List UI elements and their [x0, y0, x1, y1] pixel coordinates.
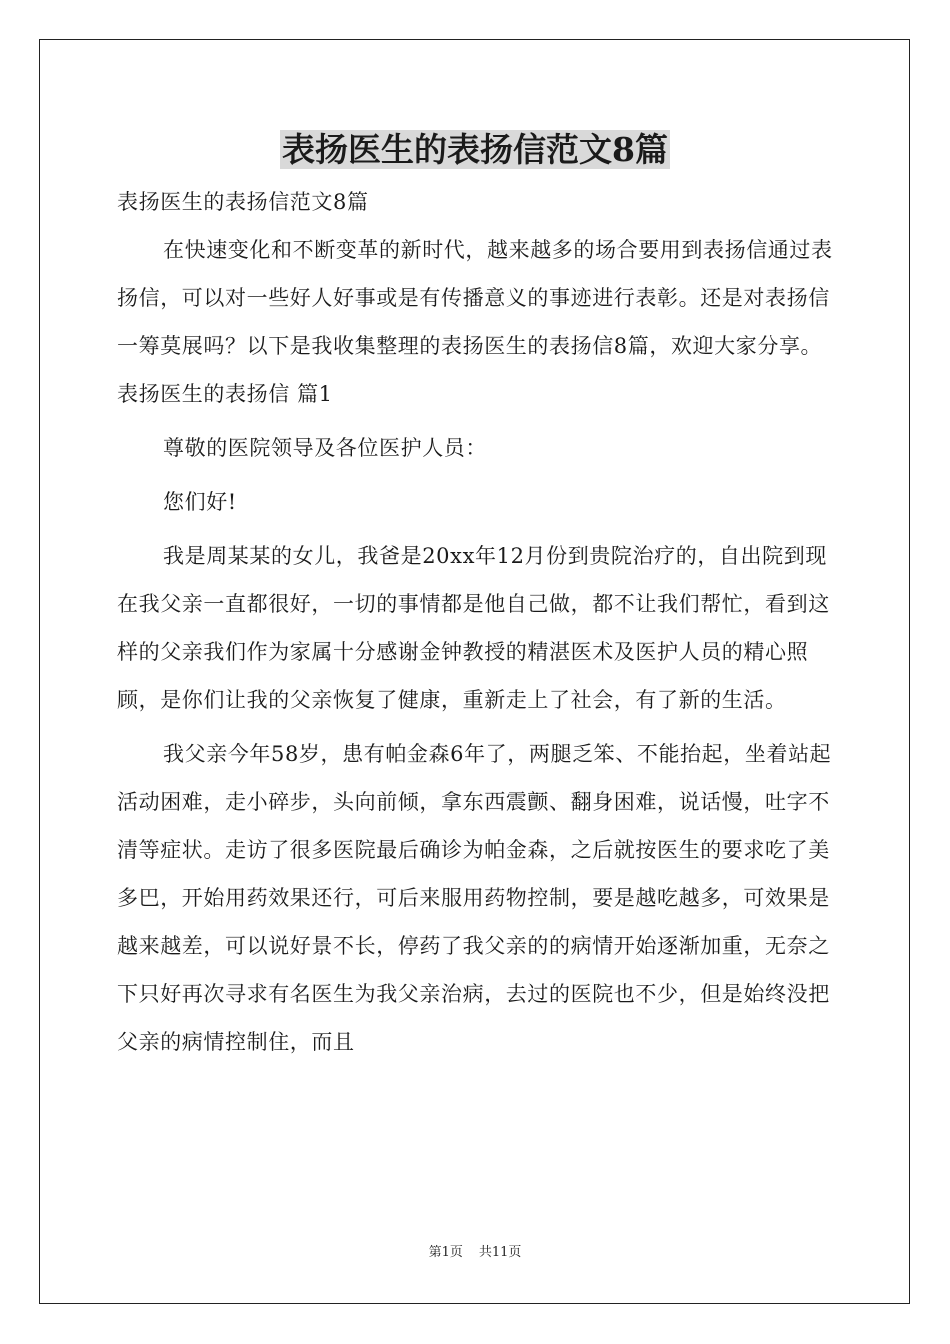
- intro-paragraph: 在快速变化和不断变革的新时代，越来越多的场合要用到表扬信通过表扬信，可以对一些好人好事或是有传播意义的事迹进行表彰。还是对表扬信一筹莫展吗？以下是我收集整理的表扬医生的表扬信8篇，欢迎大家分享。: [117, 238, 833, 358]
- section-heading: 表扬医生的表扬信 篇1: [117, 382, 333, 406]
- greeting: 您们好!: [163, 490, 237, 514]
- document-subtitle: 表扬医生的表扬信范文8篇: [117, 190, 369, 214]
- body-paragraph-1: 我是周某某的女儿，我爸是20xx年12月份到贵院治疗的，自出院到现在我父亲一直都很好，一切的事情都是他自己做，都不让我们帮忙，看到这样的父亲我们作为家属十分感谢金钟教授的精湛医术及医护人员的精心照顾，是你们让我的父亲恢复了健康，重新走上了社会，有了新的生活。: [117, 544, 830, 712]
- document-title-text: 表扬医生的表扬信范文8篇: [282, 130, 668, 169]
- document-title: [0, 128, 950, 172]
- salutation: 尊敬的医院领导及各位医护人员：: [163, 436, 487, 460]
- page-footer: [0, 1244, 950, 1262]
- body-paragraph-2: 我父亲今年58岁，患有帕金森6年了，两腿乏笨、不能抬起，坐着站起活动困难，走小碎步，头向前倾，拿东西震颤、翻身困难，说话慢，吐字不清等症状。走访了很多医院最后确诊为帕金森，之后就按医生的要求吃了美多巴，开始用药效果还行，可后来服用药物控制，要是越吃越多，可效果是越来越差，可以说好景不长，停药了我父亲的的病情开始逐渐加重，无奈之下只好再次寻求有名医生为我父亲治病，去过的医院也不少，但是始终没把父亲的病情控制住，而且: [117, 742, 832, 1054]
- document-body: [117, 178, 835, 1066]
- page-total: 共11页: [478, 1245, 522, 1260]
- page-number: 第1页: [428, 1245, 463, 1260]
